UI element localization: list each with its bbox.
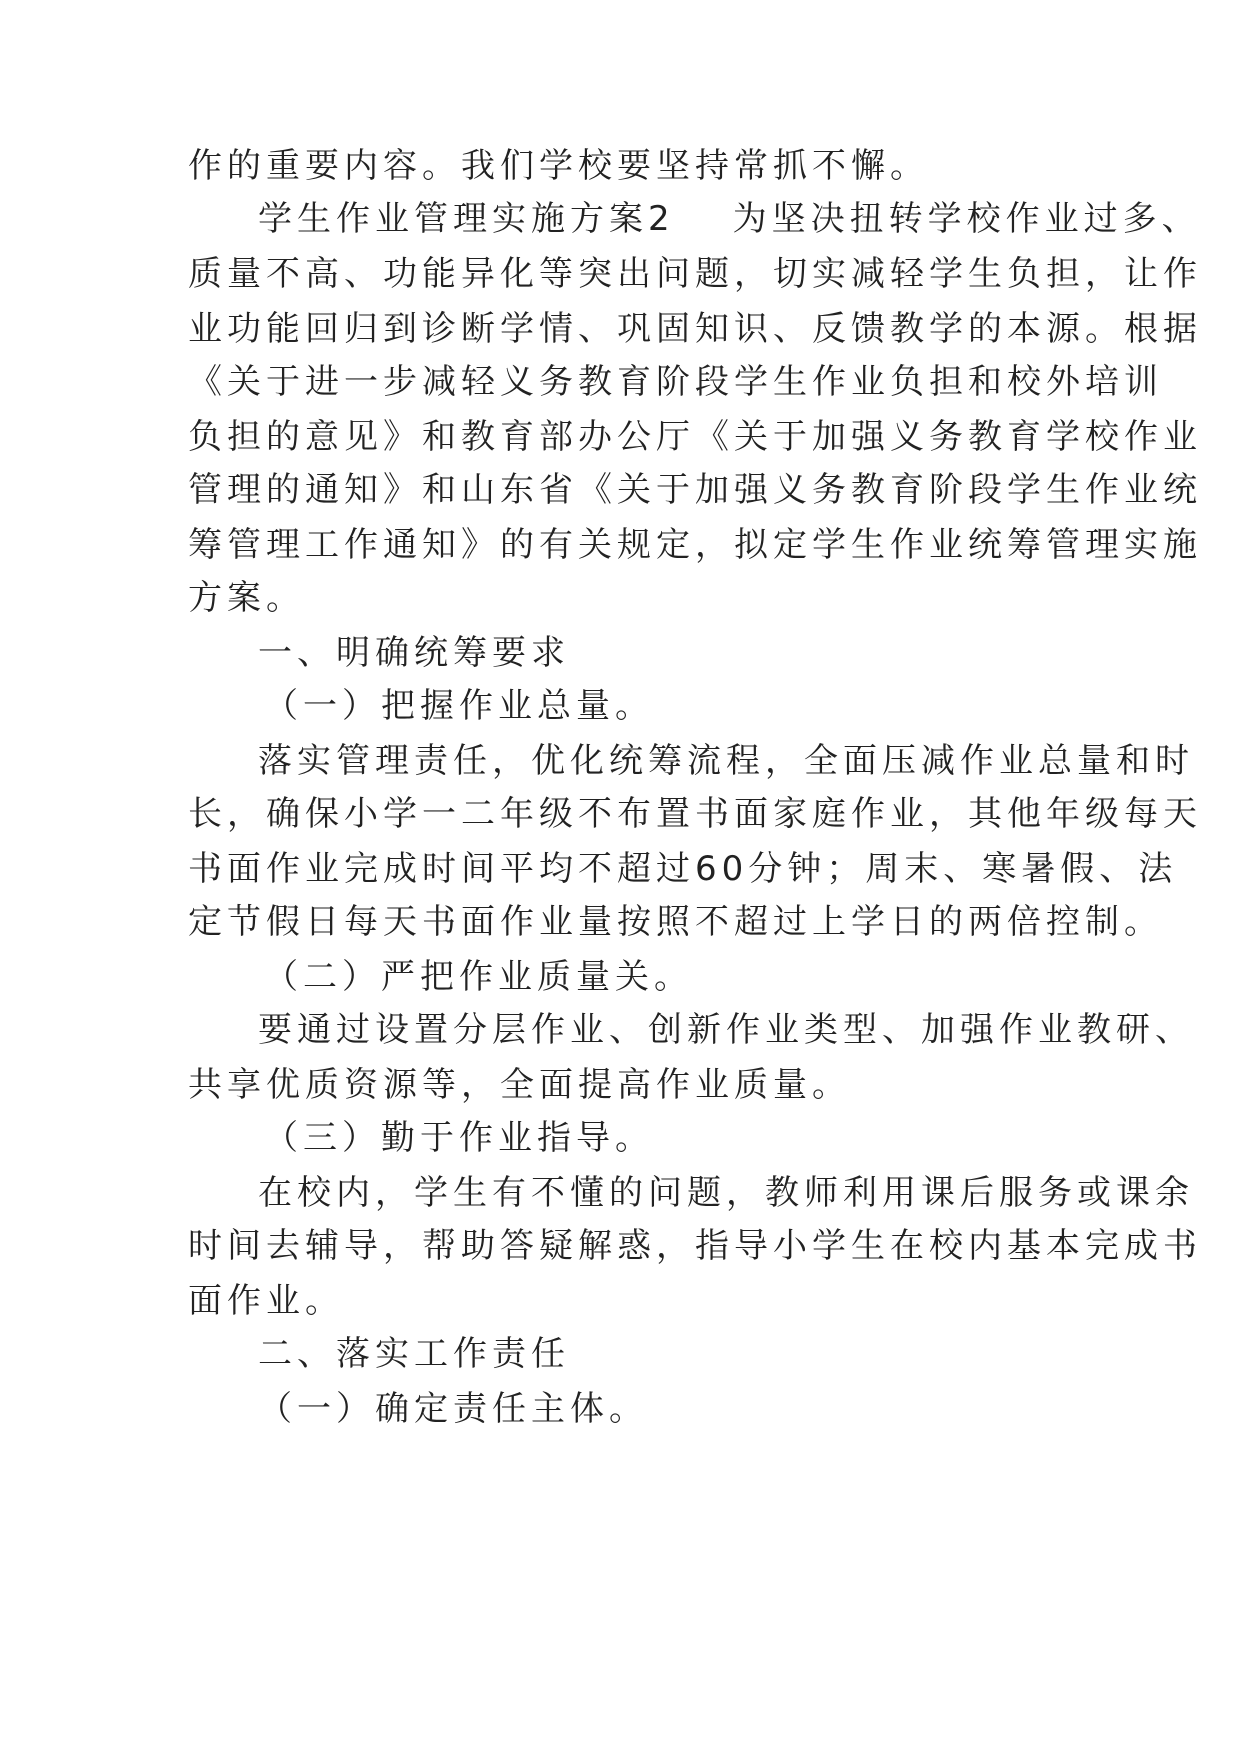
heading-level-1: 二、落实工作责任: [258, 1334, 570, 1374]
text-line: 管理的通知》和山东省《关于加强义务教育阶段学生作业统: [188, 470, 1202, 510]
text-line: 定节假日每天书面作业量按照不超过上学日的两倍控制。: [188, 902, 1163, 942]
heading-level-2: （一）把握作业总量。: [264, 686, 654, 726]
text-line: 方案。: [188, 578, 305, 618]
text-line: 《关于进一步减轻义务教育阶段学生作业负担和校外培训: [188, 362, 1163, 402]
heading-level-2: （一）确定责任主体。: [258, 1389, 648, 1429]
text-span: 为坚决扭转学校作业过多、: [732, 199, 1201, 239]
heading-level-2: （二）严把作业质量关。: [264, 957, 693, 997]
text-line: 落实管理责任，优化统筹流程，全面压减作业总量和时: [258, 741, 1194, 781]
text-line: 作的重要内容。我们学校要坚持常抓不懈。: [188, 146, 929, 186]
text-line: 业功能回归到诊断学情、巩固知识、反馈教学的本源。根据: [188, 309, 1202, 349]
text-line: 负担的意见》和教育部办公厅《关于加强义务教育学校作业: [188, 417, 1202, 457]
text-line: 时间去辅导，帮助答疑解惑，指导小学生在校内基本完成书: [188, 1226, 1202, 1266]
text-line: 质量不高、功能异化等突出问题，切实减轻学生负担，让作: [188, 254, 1202, 294]
heading-level-1: 一、明确统筹要求: [258, 633, 570, 673]
text-line: 要通过设置分层作业、创新作业类型、加强作业教研、: [258, 1010, 1194, 1050]
text-line: 筹管理工作通知》的有关规定，拟定学生作业统筹管理实施: [188, 525, 1202, 565]
text-line: 书面作业完成时间平均不超过60分钟；周末、寒暑假、法: [188, 849, 1178, 889]
section-title: 学生作业管理实施方案2: [258, 199, 675, 239]
text-line: 共享优质资源等，全面提高作业质量。: [188, 1065, 851, 1105]
text-line: 面作业。: [188, 1281, 344, 1321]
text-line: 在校内，学生有不懂的问题，教师利用课后服务或课余: [258, 1173, 1194, 1213]
text-line: 长，确保小学一二年级不布置书面家庭作业，其他年级每天: [188, 794, 1202, 834]
text-line: [258, 189, 1201, 249]
heading-level-2: （三）勤于作业指导。: [264, 1118, 654, 1158]
